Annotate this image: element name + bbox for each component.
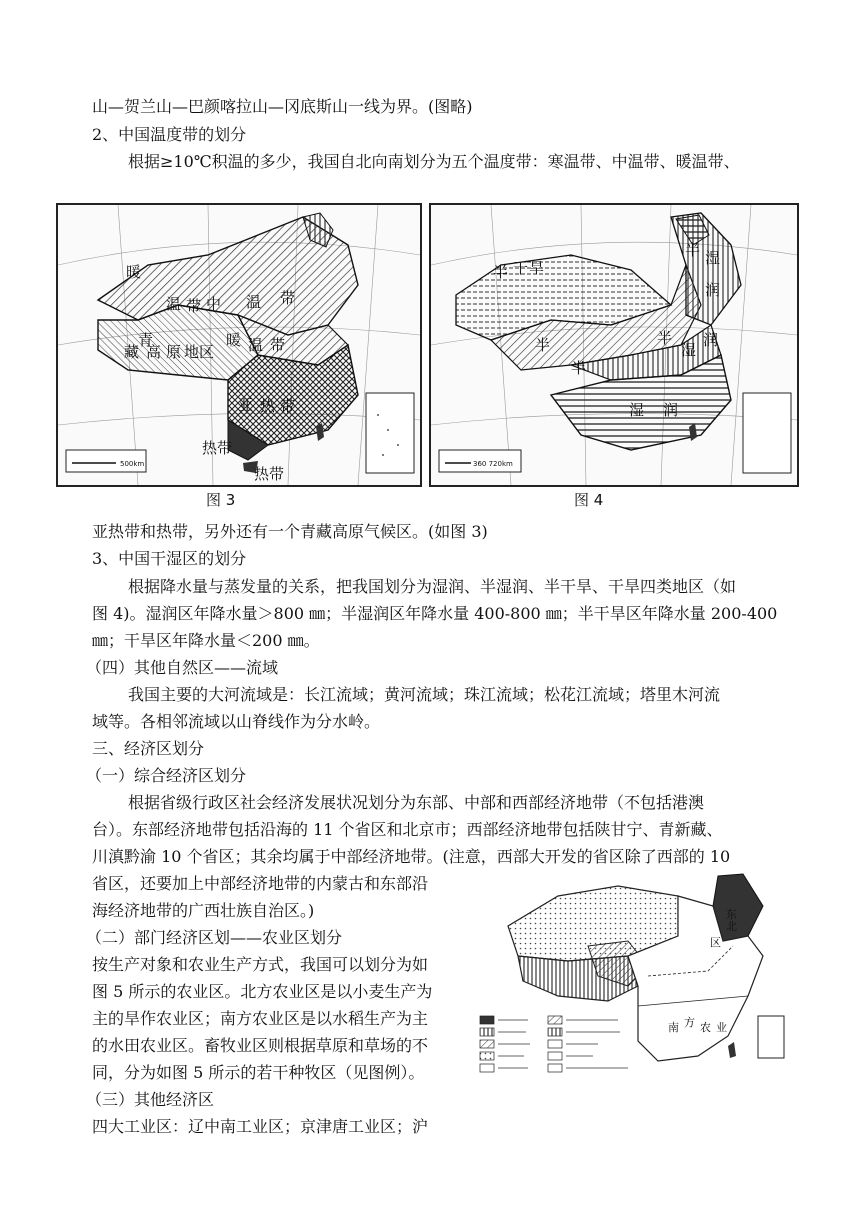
zone-label: 青 (138, 331, 154, 349)
section-heading: 3、中国干湿区的划分 (92, 549, 247, 568)
zone-label: 中 (206, 295, 222, 313)
scale-label: 500km (120, 460, 145, 468)
agriculture-zone-map (478, 866, 788, 1080)
text-line: 按生产对象和农业生产方式，我国可以划分为如 (92, 955, 429, 974)
zone-label: 润 (705, 281, 721, 299)
zone-label: 半 (685, 241, 701, 259)
zone-label: 热带 (254, 465, 285, 483)
zone-label: 带 (186, 297, 202, 315)
zone-label: 带 (280, 397, 296, 415)
text-line: 图 5 所示的农业区。北方农业区是以小麦生产为 (92, 982, 433, 1001)
zone-label: 亚 (238, 396, 254, 414)
section-heading: （一）综合经济区划分 (86, 766, 247, 785)
zone-label: 暖 (126, 263, 142, 281)
zone-label: 暖 (226, 331, 242, 349)
text-line: 川滇黔渝 10 个省区；其余均属于中部经济地带。(注意，西部大开发的省区除了西部的 10 (92, 847, 731, 866)
section-heading: 三、经济区划分 (92, 739, 205, 758)
text-line: 根据省级行政区社会经济发展状况划分为东部、中部和西部经济地带（不包括港澳 (128, 793, 705, 812)
text-line: 图 4)。湿润区年降水量＞800 ㎜；半湿润区年降水量 400-800 ㎜；半干旱区年降水量 200-400 (92, 604, 778, 623)
figure-caption: 图 3 (206, 491, 236, 509)
text-line: 根据≥10℃积温的多少，我国自北向南划分为五个温度带：寒温带、中温带、暖温带、 (128, 152, 740, 171)
zone-label: 温 (248, 336, 264, 354)
zone-label: 业 (716, 1021, 727, 1034)
scale-label: 360 720km (473, 460, 513, 468)
zone-label: 润 (703, 331, 719, 349)
zone-label: 热带 (202, 439, 233, 457)
zone-label: 南 (668, 1021, 679, 1034)
zone-label: 区 (710, 936, 721, 949)
zone-label: 润 (663, 401, 679, 419)
zone-label: 湿 (705, 249, 721, 267)
zone-label: 湿 (681, 341, 697, 359)
zone-label: 半 (493, 263, 509, 281)
text-line: 的水田农业区。畜牧业区则根据草原和草场的不 (92, 1036, 429, 1055)
text-line: 海经济地带的广西壮族自治区。) (92, 901, 315, 920)
zone-label: 温 (246, 293, 262, 311)
section-heading: （四）其他自然区——流域 (86, 658, 279, 677)
zone-label: 带 (270, 336, 286, 354)
text-line: 我国主要的大河流域是：长江流域；黄河流域；珠江流域；松花江流域；塔里木河流 (128, 685, 721, 704)
zone-label: 湿 (629, 401, 645, 419)
zone-label: 热 (260, 397, 276, 415)
zone-label: 方 (684, 1016, 695, 1029)
figure-caption: 图 4 (574, 491, 604, 509)
text-line: 根据降水量与蒸发量的关系，把我国划分为湿润、半湿润、半干旱、干旱四类地区（如 (128, 577, 737, 596)
text-line: ㎜；干旱区年降水量＜200 ㎜。 (92, 631, 320, 650)
section-heading: （三）其他经济区 (86, 1090, 215, 1109)
zone-label: 半 (571, 359, 587, 377)
zone-label: 温 (166, 295, 182, 313)
zone-label: 半 (657, 329, 673, 347)
text-line: 省区，还要加上中部经济地带的内蒙古和东部沿 (92, 874, 429, 893)
temperature-zone-map (56, 203, 422, 487)
zone-label: 藏 (124, 343, 140, 361)
zone-label: 半 (535, 336, 551, 354)
text-line: 山—贺兰山—巴颜喀拉山—冈底斯山一线为界。(图略) (92, 97, 473, 116)
text-line: 域等。各相邻流域以山脊线作为分水岭。 (92, 712, 381, 731)
zone-label: 干 (513, 259, 529, 277)
zone-label: 地区 (184, 343, 215, 361)
text-line: 主的旱作农业区；南方农业区是以水稻生产为主 (92, 1009, 429, 1028)
section-heading: 2、中国温度带的划分 (92, 125, 247, 144)
zone-label: 东 (726, 908, 737, 921)
zone-label: 北 (726, 920, 737, 933)
zone-label: 旱 (529, 259, 545, 277)
zone-label: 带 (280, 289, 296, 307)
zone-label: 农 (700, 1021, 711, 1034)
zone-label: 原 (166, 343, 182, 361)
dry-wet-zone-map (429, 203, 799, 487)
text-line: 亚热带和热带，另外还有一个青藏高原气候区。(如图 3) (92, 522, 488, 541)
zone-label: 高 (146, 343, 162, 361)
text-line: 台）。东部经济地带包括沿海的 11 个省区和北京市；西部经济地带包括陕甘宁、青新藏、 (92, 820, 723, 839)
text-line: 同，分为如图 5 所示的若干种牧区（见图例）。 (92, 1063, 425, 1082)
text-line: 四大工业区：辽中南工业区；京津唐工业区；沪 (92, 1117, 429, 1136)
section-heading: （二）部门经济区划——农业区划分 (86, 928, 343, 947)
